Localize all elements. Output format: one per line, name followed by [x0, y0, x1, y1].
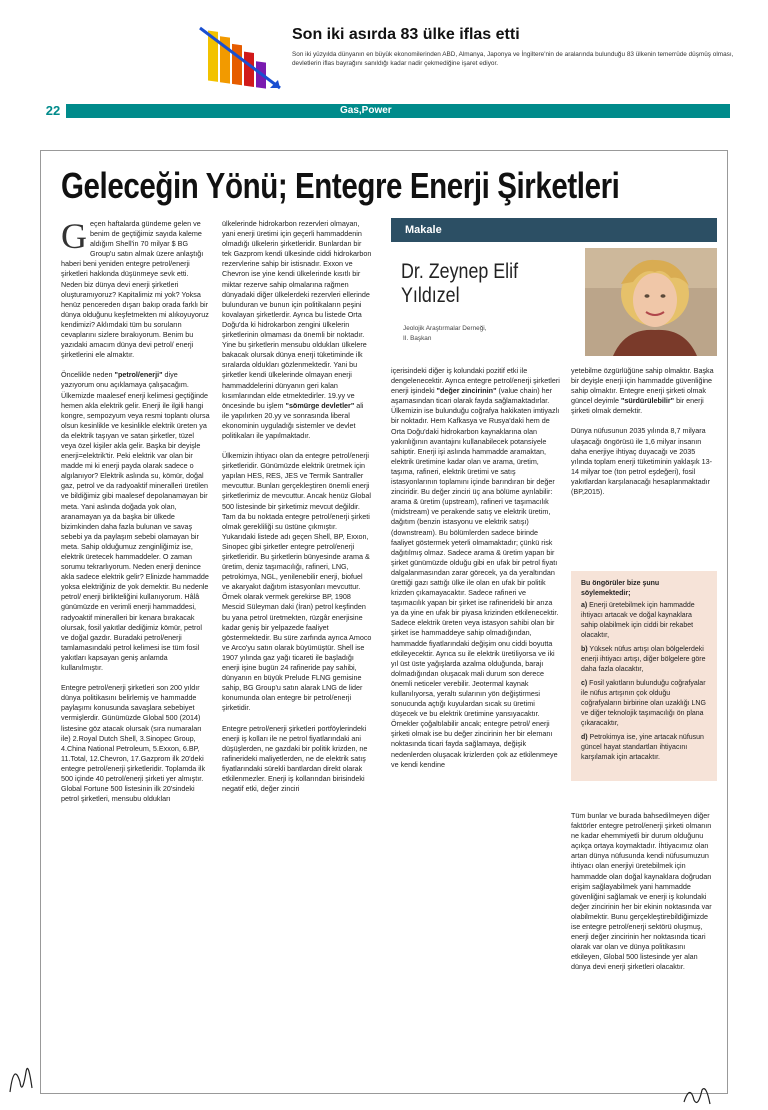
author-box — [391, 218, 717, 356]
paragraph: Ülkemizin ihtiyacı olan da entegre petrol/enerji şirketleridir. Günümüzde elektrik üretmek için yapılan HES, RES, JES ve Termik Santraller mevcuttur. Bunları gerçekleştiren önemli enerji şirketlerimiz de mevcuttur. Ancak henüz Global 500 listesinde bir şirketimiz mevcut değildir. Tam da bu noktada entegre petrol/enerji şirketi olmak gerekliliği su üstüne çıkmıştır. Yukarıdaki listede adı geçen Shell, BP, Exxon, Sinopec gibi şirketler entegre petrol/enerji şirketleridir. Bu şirketlerin bünyesinde arama & üretim, deniz taşımacılığı, rafineri, LNG, petrokimya, NGL, yenilenebilir enerji, biofuel ve akaryakıt dağıtım istasyonları mevcuttur. Örnek olarak vermek gerekirse BP, 1908 Mescid Süleyman daki (İran) petrol keşfinden bu yana petrol üretmekten, rüzgâr enerjisine kadar geniş bir yelpazede faaliyet göstermektedir. Bu süre zarfında ayrıca Amoco ve Arco'yu satın olarak büyümüştür. Shell ise 1907 yılında gaz yağı ticareti ile başladığı enerji işine bugün 24 rafineride pay sahibi, dünyanın en büyük Prelude FLNG gemisine sahip, BG Group'u satın alarak LNG de lider konumunda olan entegre bir petrol/enerji şirketidir. — [222, 451, 372, 713]
teaser-title: Son iki asırda 83 ülke iflas etti — [292, 26, 520, 43]
falling-chart-graphic — [190, 18, 286, 96]
highlight-item: b) Yüksek nüfus artışı olan bölgelerdeki enerji ihtiyacı artışı, diğer bölgelere göre daha fazla olacaktır, — [581, 646, 706, 673]
highlight-title: Bu öngörüler bize şunu söylemektedir; — [581, 580, 660, 597]
paragraph: ülkelerinde hidrokarbon rezervleri olmayan, yani enerji üretimi için geçerli hammaddenin olmadığı ülkelerin şirketleridir. Bunlardan bir tek Gazprom kendi ülkesinde ciddi hidrokarbon rezervlerine sahip bir istisnadır. Exxon ve Chevron ise yine kendi ülkelerinde kısıtlı bir miktar rezerve sahip olmalarına rağmen dünyadaki diğer ülkelerdeki rezervleri ellerinde bulunduran ve bunun için politikaların peşini kovalayan şirketlerdir. Ayrıca bu listede Orta Doğu'da ki hidrokarbon zengini ülkelerin şirketlerinin olmaması da önemli bir noktadır. Yine bu şirketlerin mensubu oldukları ülkelere bakacak olursak dünya enerji tüketiminde ilk sıralarda oldukları gözlenmektedir. Yani bu şirketler kendi ülkelerinde olmayan enerji hammaddelerini dünyanın geri kalan kısımlarından elde etmektedirler. 19.yy ve öncesinde bu işlem "sömürge devletler" ali ile yapılırken 20.yy ve sonrasında liberal ekonominin uyguladığı sistemler ve devlet politikaları ile yapılmaktadır. — [222, 219, 372, 440]
magazine-name: Gas,Power — [340, 105, 392, 116]
article-column-3 — [391, 366, 561, 1091]
paragraph: yetebilme özgürlüğüne sahip olmaktır. Başka bir deyişle enerji için hammadde güvenliğine sahip olmaktır. Entegre enerji şirketi olmak güncel deyimle "sürdürülebilir" bir enerji şirketi olmak demektir. — [571, 366, 714, 416]
author-name: Dr. Zeynep Elif Yıldızel — [401, 260, 519, 307]
article-column-1 — [61, 219, 211, 1089]
teaser — [190, 18, 750, 96]
author-role: Jeolojik Araştırmalar Derneği, II. Başkan — [403, 325, 487, 342]
teaser-text: Son iki yüzyılda dünyanın en büyük ekonomilerinden ABD, Almanya, Japonya ve İngiltere'nin de aralarında bulunduğu 83 ülkenin temerrüde düşmüş olması, devletlerin iflas bayrağını sanıldığı kadar nadir çekmediğine işaret ediyor. — [292, 51, 734, 67]
page-number: 22 — [40, 104, 66, 118]
article-column-4-continued — [571, 811, 717, 1086]
paragraph: Öncelikle neden "petrol/enerji" diye yazıyorum onu açıklamaya çalışacağım. Ülkemizde maalesef enerji kelimesi geçtiğinde hemen akla elektrik gelir. Enerji ile ilgili hangi kongre, sempozyum veya resmi toplantı olursa olsun kesinlikle ve kesinlikle elektrik üreten ya da elektrik taşıyan ve satan şirketler, tüzel veya özel kişiler akla gelir. Başka bir deyişle enerji=elektrik'tir. Peki elektrik var olan bir madde mi ki enerji payda olarak sadece o algılanıyor? Elektrik aslında su, kömür, doğal gaz, petrol ve da radyoaktif mineralleri üretilen ve bildiğimiz gibi maalesef depolanamayan bir meta. Yani aslında doğada yok olan, aranamayan ya da başka bir ülkede bizimkinden daha fazla bulunan ve savaş sebebi ya da paylaşım sebebi olamayan bir meta. Sahip olduğumuz zenginliğimiz ise, elektrik üretecek hammaddeler. O zaman sorumu tekrarlıyorum. Neden enerji denince akla sadece elektrik gelir? Elinizde hammadde yoksa elektriğiniz de yok demektir. Bu nedenle petrol/ enerji birlikteliğini kullanıyorum. Hâlâ günümüzde en verimli enerji hammaddesi, radyoaktif mineralleri bir kenara bırakacak olursak, fosil yakıtlar dediğimiz kömür, petrol ve doğal gazdır. Buradaki petrol/enerji tamlamasındaki petrol kelimesi ise tüm fosil yakıtları kapsayan geniş anlamda kullanılmıştır. — [61, 370, 210, 673]
header-bar — [40, 104, 730, 118]
article-frame — [40, 150, 728, 1094]
signature — [6, 1052, 36, 1102]
highlight-item: c) Fosil yakıtların bulunduğu coğrafyalar ile nüfus artışının çok olduğu coğrafyaların birbirine olan uzaklığı LNG ve diğer teknolojik taşımacılığı ön plana çıkaracaktır, — [581, 680, 706, 727]
paragraph: Geçen haftalarda gündeme gelen ve benim de geçtiğimiz sayıda kaleme aldığım Shell'in 70 milyar $ BG Group'u satın almak üzere anlaştığı haberi beni yeniden entegre petrol/enerji şirketleri hakkında düşünmeye sevk etti. Neden biz dünya devi enerji şirketleri oluşturamıyoruz? Kapitalimiz mi yok? Yoksa henüz pencereden dışarı bakıp orada farklı bir dünya olduğunu keşfetmekten mi alıkoyuyoruz kendimizi? Aklımdaki tüm bu soruların cevaplarını sizlere bırakıyorum. Benim bu yazıdaki amacım dünya devi petrol/ enerji şirketlerini ele almaktır. — [61, 219, 209, 360]
signature — [680, 1082, 714, 1110]
dropcap: G — [61, 219, 87, 256]
article-headline: Geleceğin Yönü; Entegre Enerji Şirketleri — [61, 165, 620, 206]
section-tag: Makale — [391, 218, 717, 242]
paragraph: Entegre petrol/enerji şirketleri portföylerindeki enerji iş kolları ile ne petrol fiyatlarındaki ani düşüşlerden, ne gazdaki bir politik krizden, ne rafinerideki maliyetlerden, ne de elektrik satış fiyatlarındaki sürekli bantlardan direkt olarak etkilenmezler. Enerji iş kollarından birisindeki negatif etki, değer zinciri — [222, 723, 368, 794]
paragraph: Dünya nüfusunun 2035 yılında 8,7 milyara ulaşacağı öngörüsü ile 1,6 milyar insanın daha enerjiye ihtiyaç duyacağı ve 2035 yılında toplam enerji tüketiminin yaklaşık 13-14 milyar toe (ton petrol eşdeğeri), fosil yakıtlardan karşılanacağı hesaplanmaktadır (BP,2015). — [571, 426, 713, 497]
highlight-box — [571, 571, 717, 781]
paragraph: Entegre petrol/enerji şirketleri son 200 yıldır dünya politikasını belirlemiş ve hammadde paylaşımı konusunda savaşlara sebebiyet vermişlerdir. Günümüzde Global 500 (2014) listesine göz atacak olursak (sıra numaraları ile) 2.Royal Dutch Shell, 3.Sinopec Group, 4.China National Petroleum, 5.Exxon, 6.BP, 11.Total, 12.Chevron, 17.Gazprom ilk 20'deki entegre petrol/enerji şirketleridir. Toplamda ilk 500 içinde 40 petrol/enerji şirketi yer almıştır. Global Fortune 500 listesinin ilk 20'sindeki petrol şirketleri, mensubu oldukları — [61, 683, 206, 804]
author-photo — [585, 248, 717, 356]
paragraph: Tüm bunlar ve burada bahsedilmeyen diğer faktörler entegre petrol/enerji şirketi olmanın ne kadar ehemmiyetli bir durum olduğunu açıkça ortaya koymaktadır. İhtiyacımız olan artan dünya nüfusunda kendi nüfusumuzun ihtiyacı olan enerjiyi üretebilmek için hammadde olan doğal kaynaklara doğrudan erişim sağlayabilmek yani hammadde güvenliğini sağlamak ve enerji iş kolundaki değer zincirinin her bir ekinin noktasında var olabilmektir. Bunu gerçekleştirebildiğimizde ise entegre petrol/enerji sektörü oluşmuş, enerji değer zincirinin her noktasında ticari olarak var olan ve dünya politikasını etkileyen, Global 500 listesinde yer alan dünya devi enerji şirketleri olacaktır. — [571, 811, 712, 972]
highlight-item: a) Enerji üretebilmek için hammadde ihtiyacı artacak ve doğal kaynaklara sahip olabilmek için ciddi bir rekabet olacaktır, — [581, 602, 695, 639]
highlight-item: d) Petrokimya ise, yine artacak nüfusun güncel hayat standartları ihtiyacını karşılamak için artacaktır. — [581, 734, 704, 761]
article-column-2 — [222, 219, 372, 1089]
paragraph: içerisindeki diğer iş kolundaki pozitif etki ile dengelenecektir. Ayrıca entegre petrol/enerji şirketleri enerji işindeki "değer zincirinin" (value chain) her aşamasından ticari olarak fayda sağlamaktadırlar. Ülkemizin ise bulunduğu coğrafya hakikaten imtiyazlı bir noktadır. Hem Kafkasya ve Rusya'daki hem de Orta Doğu'daki hidrokarbon kaynaklarına olan yakınlığının avantajını kullanabilecek potansiyele sahiptir. Enerji işi aslında hammadde aramaktan, elektrik üretimine kadar olan ve arama, üretim, taşıma, rafineri, elektrik üretimi ve satış istasyonlarının toplamını içinde barındıran bir değer zinciridir. Bu değer zinciri üç ana bölüme ayrılabilir: arama & üretim (upstream), rafineri ve taşımacılık (midstream) ve perakende satış ve elektrik üretim, dağıtım (benzin istasyonu ve elektrik satışı) (downstream). Bu bölümlerden sadece birinde faaliyet göstermek yeterli olmamaktadır; çünkü risk dağıtılmış olmaz. Sadece arama & üretim yapan bir şirket günümüzde olduğu gibi en ufak bir petrol fiyatı dalgalanmasından zarar görecek, ya da yeraltından ürettiği gazı sattığı ülke ile olan en ufak bir politik krizden çıkamayacaktır. Sadece rafineri ve taşımacılık yapan bir şirket ise rafinerideki bir arıza ya da yine en ufak bir piyasa krizinden etkilenecektir. Sadece elektrik üreten veya istasyon sahibi olan bir şirket ise hammaddeye sahip olmadığından, hammadde fiyatlarındaki değişim onu ciddi boyutta etkileyecektir. Ayrıca su ile elektrik üretiliyorsa ve iki yıl üst üste yağışlarda azalma olduğunda, barajı dolmadığından oluşacak mali durum son derece önemli neticeler verebilir. Jeotermal kaynak kullanılıyorsa, yeraltı sularının yön değiştirmesi sonucunda açtığı kuyulardan sıcak su üretimi düşecek ve bu elektrik üretimine yansıyacaktır. Örnekler çoğaltılabilir ancak; entegre petrol/ enerji şirketi olmak ise bu değer zincirinin her bir elemanı noktasında ticari fayda sağlamaya, değişik nedenlerden oluşacak krizlerden çok az etkilenmeye ve kendi kendine — [391, 366, 560, 769]
article-column-4 — [571, 366, 717, 566]
